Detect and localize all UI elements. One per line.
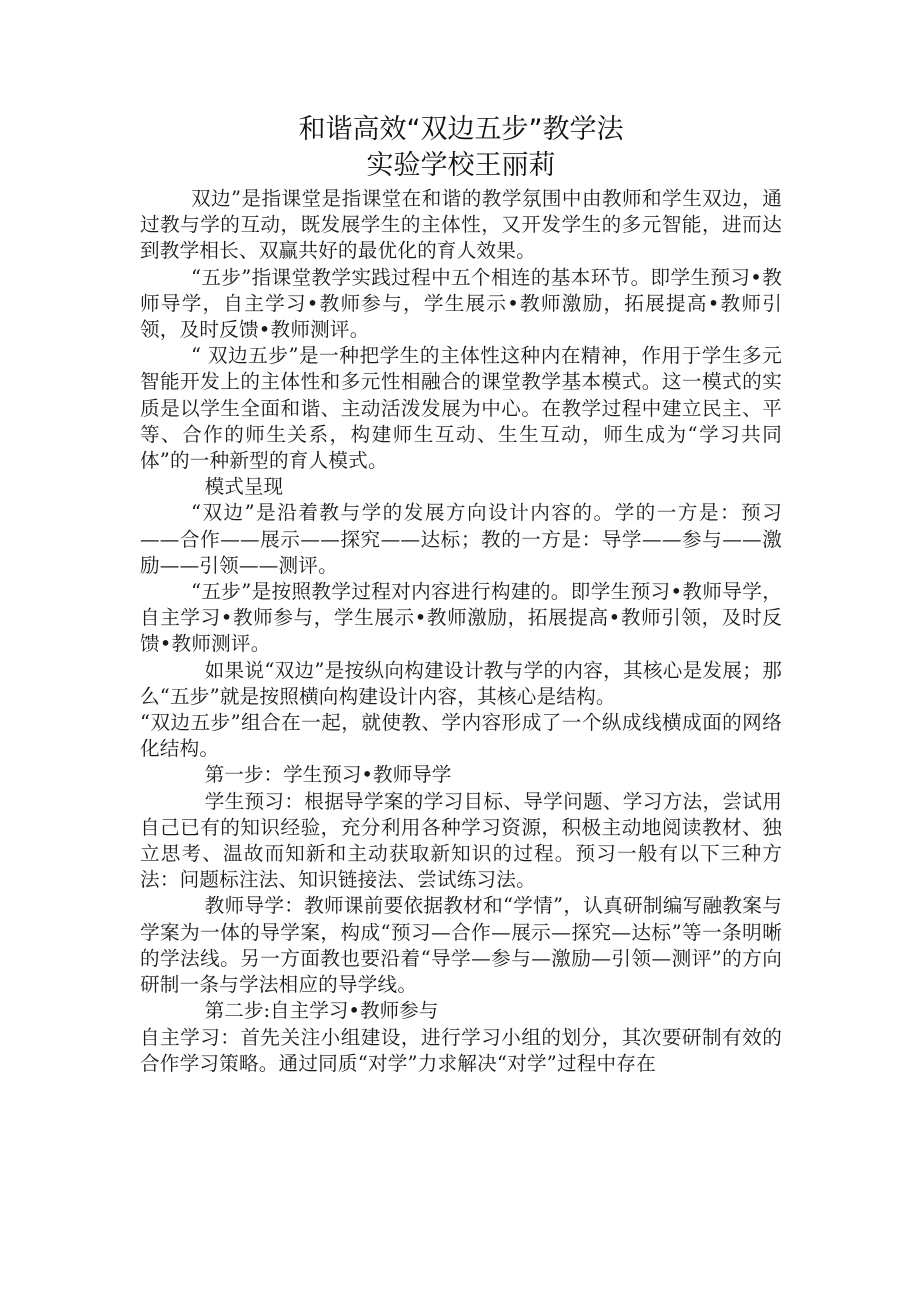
paragraph-model-essence: “ 双边五步”是一种把学生的主体性这种内在精神，作用于学生多元智能开发上的主体性和多元性相融合的课堂教学基本模式。这一模式的实质是以学生全面和谐、主动活泼发展为中心。在教学过程中建立民主、平等、合作的师生关系，构建师生互动、生生互动，师生成为“学习共同体”的一种新型的育人模式。	[140, 344, 782, 473]
document-title: 和谐高效“双边五步”教学法	[298, 114, 624, 145]
paragraph-shuangbian-definition: 双边”是指课堂是指课堂在和谐的教学氛围中由教师和学生双边，通过教与学的互动，既发展学生的主体性，又开发学生的多元智能，进而达到教学相长、双赢共好的最优化的育人效果。	[140, 187, 782, 263]
author-line: 实验学校王丽莉	[366, 150, 556, 181]
section-heading-step-two: 第二步:自主学习•教师参与	[204, 999, 439, 1023]
document-page	[140, 112, 782, 1077]
paragraph-combination: “双边五步”组合在一起，就使教、学内容形成了一个纵成线横成面的网络化结构。	[140, 711, 782, 761]
paragraph-shuangbian-design: “双边”是沿着教与学的发展方向设计内容的。学的一方是：预习——合作——展示——探究——达标；教的一方是：导学——参与——激励——引领——测评。	[140, 501, 782, 577]
paragraph-student-preview: 学生预习：根据导学案的学习目标、导学问题、学习方法，尝试用自己已有的知识经验，充分利用各种学习资源，积极主动地阅读教材、独立思考、温故而知新和主动获取新知识的过程。预习一般有以下三种方法：问题标注法、知识链接法、尝试练习法。	[140, 789, 782, 892]
section-heading-step-one: 第一步：学生预习•教师导学	[204, 763, 452, 787]
paragraph-self-study: 自主学习：首先关注小组建设，进行学习小组的划分，其次要研制有效的合作学习策略。通过同质“对学”力求解决“对学”过程中存在	[140, 1025, 782, 1075]
paragraph-wubu-definition: “五步”指课堂教学实践过程中五个相连的基本环节。即学生预习•教师导学，自主学习•教师参与，学生展示•教师激励，拓展提高•教师引领，及时反馈•教师测评。	[140, 265, 782, 342]
paragraph-core-comparison: 如果说“双边”是按纵向构建设计教与学的内容，其核心是发展；那么“五步”就是按照横向构建设计内容，其核心是结构。	[140, 658, 782, 708]
paragraph-teacher-guidance: 教师导学：教师课前要依据教材和“学情”，认真研制编写融教案与学案为一体的导学案，构成“预习—合作—展示—探究—达标”等一条明晰的学法线。另一方面教也要沿着“导学—参与—激励—引领—测评”的方向研制一条与学法相应的导学线。	[140, 894, 782, 997]
section-heading-model: 模式呈现	[204, 475, 284, 499]
paragraph-wubu-design: “五步”是按照教学过程对内容进行构建的。即学生预习•教师导学，自主学习•教师参与，学生展示•教师激励，拓展提高•教师引领，及时反馈•教师测评。	[140, 580, 782, 656]
